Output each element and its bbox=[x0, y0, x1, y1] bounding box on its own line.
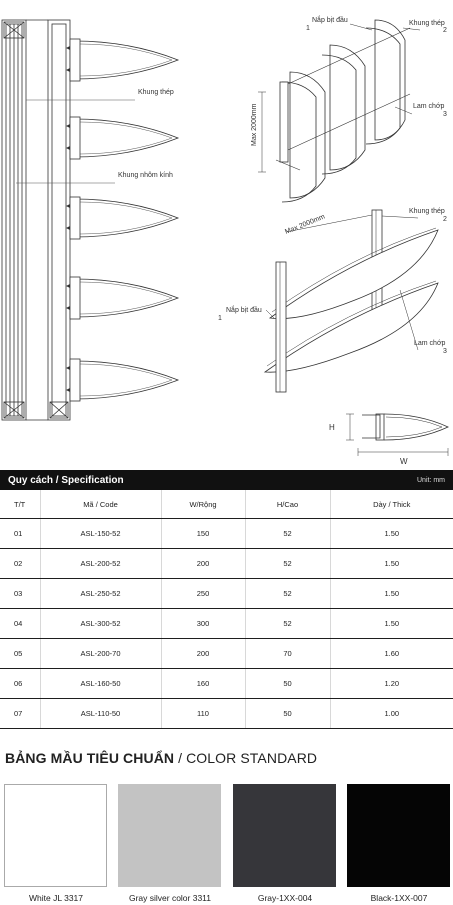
table-header-row bbox=[0, 490, 453, 519]
clip-tooth bbox=[66, 388, 70, 392]
table-row bbox=[0, 549, 453, 579]
louver-blade bbox=[74, 361, 178, 399]
column-header: W/Rộng bbox=[161, 490, 245, 519]
table-cell: ASL-250-52 bbox=[40, 579, 161, 609]
table-cell: 110 bbox=[161, 699, 245, 729]
table-cell: 250 bbox=[161, 579, 245, 609]
table-cell: 1.50 bbox=[330, 519, 453, 549]
table-cell: 50 bbox=[245, 669, 330, 699]
clip-tooth bbox=[66, 366, 70, 370]
column-header: Mã / Code bbox=[40, 490, 161, 519]
specification-title: Quy cách / Specification bbox=[8, 474, 124, 486]
label-khung-thep-left: Khung thép bbox=[138, 89, 174, 96]
table-row bbox=[0, 519, 453, 549]
label-lam-chop-top: Lam chớp bbox=[413, 103, 445, 110]
column-header: T/T bbox=[0, 490, 40, 519]
table-cell: 52 bbox=[245, 549, 330, 579]
louver-blade bbox=[74, 199, 178, 237]
blade-clip bbox=[70, 359, 80, 401]
clip-tooth bbox=[66, 46, 70, 50]
louver-blade bbox=[74, 41, 178, 79]
swatch-name: White JL 3317 bbox=[28, 893, 84, 903]
table-cell: ASL-110-50 bbox=[40, 699, 161, 729]
table-cell: 07 bbox=[0, 699, 40, 729]
table-row bbox=[0, 609, 453, 639]
table-cell: 03 bbox=[0, 579, 40, 609]
table-cell: 1.50 bbox=[330, 549, 453, 579]
table-row bbox=[0, 669, 453, 699]
blade-clip bbox=[70, 117, 80, 159]
label-max-diagonal: Max 2000mm bbox=[284, 213, 327, 236]
clip-tooth bbox=[66, 226, 70, 230]
table-cell: 150 bbox=[161, 519, 245, 549]
table-row bbox=[0, 639, 453, 669]
table-cell: 04 bbox=[0, 609, 40, 639]
blade-clip bbox=[70, 39, 80, 81]
label-num-2-mid: 2 bbox=[443, 216, 447, 223]
blade-clip bbox=[70, 197, 80, 239]
blade-clip bbox=[70, 277, 80, 319]
table-cell: 52 bbox=[245, 579, 330, 609]
table-cell: 1.60 bbox=[330, 639, 453, 669]
clip-tooth bbox=[66, 146, 70, 150]
table-cell: 05 bbox=[0, 639, 40, 669]
column-header: Dày / Thick bbox=[330, 490, 453, 519]
label-khung-thep-mid: Khung thép bbox=[409, 208, 445, 215]
label-max-vertical: Max 2000mm bbox=[251, 103, 258, 146]
table-cell: 70 bbox=[245, 639, 330, 669]
color-standard-title-bold: BẢNG MẦU TIÊU CHUẨN bbox=[5, 750, 175, 766]
specification-table bbox=[0, 490, 453, 729]
label-khung-thep-top: Khung thép bbox=[409, 20, 445, 27]
label-lam-chop-mid: Lam chớp bbox=[414, 340, 446, 347]
table-row bbox=[0, 579, 453, 609]
specification-header bbox=[0, 470, 453, 490]
label-dim-w: W bbox=[400, 457, 408, 465]
table-cell: 200 bbox=[161, 639, 245, 669]
table-cell: 1.50 bbox=[330, 609, 453, 639]
table-row bbox=[0, 699, 453, 729]
table-cell: 1.50 bbox=[330, 579, 453, 609]
table-cell: 300 bbox=[161, 609, 245, 639]
louver-blade bbox=[74, 279, 178, 317]
table-cell: 02 bbox=[0, 549, 40, 579]
label-num-2-top: 2 bbox=[443, 27, 447, 34]
table-cell: ASL-160-50 bbox=[40, 669, 161, 699]
specification-section bbox=[0, 470, 453, 729]
clip-tooth bbox=[66, 124, 70, 128]
color-swatch-gray bbox=[233, 784, 336, 887]
horizontal-blades-isometric bbox=[265, 210, 438, 392]
table-cell: ASL-200-70 bbox=[40, 639, 161, 669]
label-num-1-top: 1 bbox=[306, 25, 310, 32]
table-cell: 52 bbox=[245, 519, 330, 549]
table-cell: 1.00 bbox=[330, 699, 453, 729]
clip-tooth bbox=[66, 68, 70, 72]
color-standard-title-rest: / COLOR STANDARD bbox=[174, 750, 318, 766]
label-nap-bit-dau-mid: Nắp bịt đầu bbox=[226, 307, 262, 314]
label-num-3-top: 3 bbox=[443, 111, 447, 118]
clip-tooth bbox=[66, 306, 70, 310]
label-khung-nhom-kinh: Khung nhôm kính bbox=[118, 172, 173, 179]
table-cell: ASL-200-52 bbox=[40, 549, 161, 579]
color-standard-title bbox=[5, 750, 317, 766]
color-swatch-white bbox=[4, 784, 107, 887]
swatch-name: Black-1XX-007 bbox=[370, 893, 428, 903]
blade-section-dimension bbox=[346, 414, 448, 456]
swatch-name: Gray silver color 3311 bbox=[128, 893, 212, 903]
color-swatch-gray-silver bbox=[118, 784, 221, 887]
label-dim-h: H bbox=[329, 423, 335, 432]
table-cell: 01 bbox=[0, 519, 40, 549]
table-cell: ASL-300-52 bbox=[40, 609, 161, 639]
table-cell: 1.20 bbox=[330, 669, 453, 699]
table-cell: ASL-150-52 bbox=[40, 519, 161, 549]
vertical-blades-isometric bbox=[258, 20, 420, 202]
table-cell: 200 bbox=[161, 549, 245, 579]
table-cell: 06 bbox=[0, 669, 40, 699]
clip-tooth bbox=[66, 204, 70, 208]
louver-blade bbox=[74, 119, 178, 157]
swatch-name: Gray-1XX-004 bbox=[257, 893, 313, 903]
color-swatch-black bbox=[347, 784, 450, 887]
clip-tooth bbox=[66, 284, 70, 288]
label-num-1-mid: 1 bbox=[218, 315, 222, 322]
table-cell: 50 bbox=[245, 699, 330, 729]
label-nap-bit-dau-top: Nắp bịt đầu bbox=[312, 17, 348, 24]
specification-unit: Unit: mm bbox=[417, 476, 445, 484]
label-num-3-mid: 3 bbox=[443, 348, 447, 355]
table-cell: 160 bbox=[161, 669, 245, 699]
column-header: H/Cao bbox=[245, 490, 330, 519]
table-cell: 52 bbox=[245, 609, 330, 639]
